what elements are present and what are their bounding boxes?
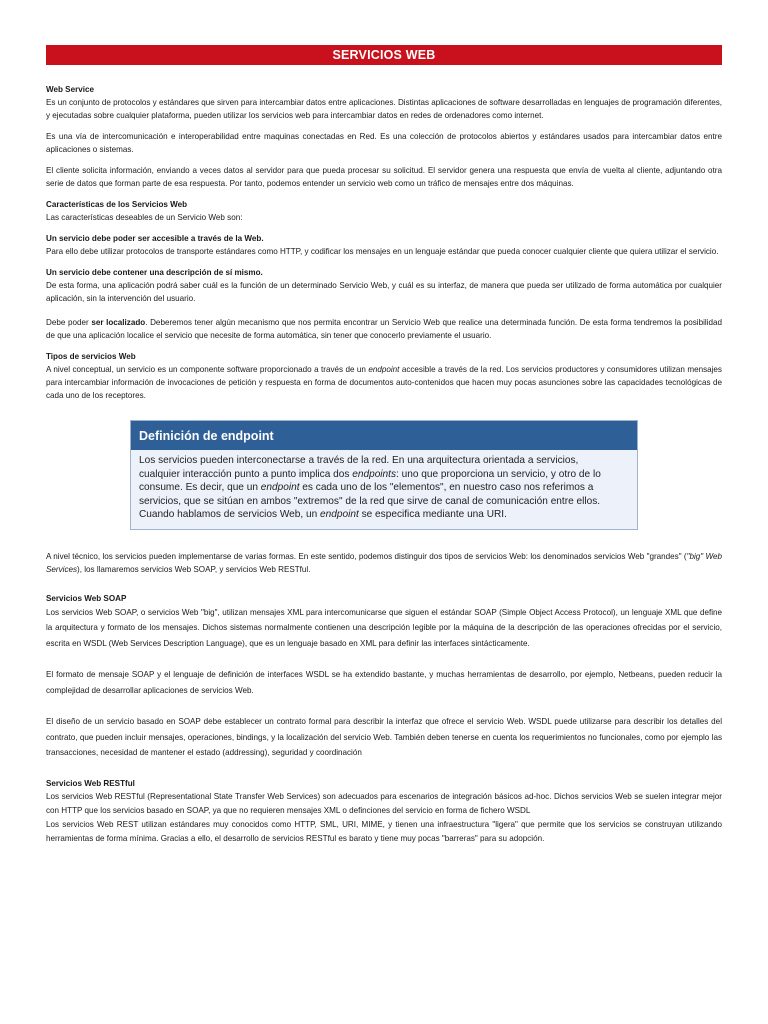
- endpoint-line-2: cualquier interacción punto a punto implica dos endpoints: uno que proporciona un servicio, y otro de lo: [139, 468, 601, 480]
- endpoint-line-1: Los servicios pueden interconectarse a través de la red. En una arquitectura orientada a servicios,: [139, 455, 579, 466]
- restful-paragraph-2: Los servicios Web REST utilizan estándares muy conocidos como HTTP, SML, URI, MIME, y tienen una infraestructura "ligera" que permite que los servicios se construyan utilizando herramientas de forma mínima. Gracias a ello, el desarrollo de servicios RESTful es barato y tiene muy pocas "barreras" para su adopción.: [46, 819, 722, 843]
- caracteristica-1-text: Para ello debe utilizar protocolos de transporte estándares como HTTP, y codificar los mensajes en un lenguaje estándar que pueda conocer cualquier cliente que quiera utilizar el servicio.: [46, 247, 719, 256]
- endpoint-box-body: [131, 450, 637, 529]
- endpoint-line-5: Cuando hablamos de servicios Web, un endpoint se especifica mediante una URI.: [139, 509, 507, 521]
- page-title: SERVICIOS WEB: [46, 45, 722, 65]
- tipos-heading: Tipos de servicios Web: [46, 352, 136, 361]
- endpoint-box-heading: Definición de endpoint: [131, 421, 637, 450]
- restful-paragraph-1: Los servicios Web RESTful (Representational State Transfer Web Services) son adecuados para escenarios de integración básicos ad-hoc. Dichos servicios Web se suelen integrar mejor con HTTP que los servicios basado en SOAP, ya que no requieren mensajes XML o definciones del servicio en forma de fichero WSDL: [46, 791, 722, 815]
- soap-paragraph-1: Los servicios Web SOAP, o servicios Web "big", utilizan mensajes XML para intercomunicarse que siguen el estándar SOAP (Simple Object Access Protocol), un lenguaje XML que define la arquitectura y formato de los mensajes. Dichos sistemas normalmente contienen una descripción legible por la máquina de la descripción de las operaciones ofrecidas por el servicio, escrita en WSDL (Web Services Description Language), que es un lenguaje basado en XML para definir las interfaces sintácticamente.: [46, 607, 722, 648]
- soap-heading: Servicios Web SOAP: [46, 593, 127, 603]
- tecnico-paragraph: A nivel técnico, los servicios pueden implementarse de varias formas. En este sentido, podemos distinguir dos tipos de servicios Web: los denominados servicios Web "grandes" ("big" Web Services), los llamaremos servicios Web SOAP, y servicios Web RESTful.: [46, 551, 723, 574]
- endpoint-definition-box: [130, 420, 638, 530]
- endpoint-line-3: consume. Es decir, que un endpoint es cada uno de los "elementos", en nuestro caso nos referimos a: [139, 482, 594, 494]
- ser-localizado-bold: ser localizado: [91, 318, 146, 327]
- endpoint-line-4: servicios, que se sitúan en ambos "extremos" de la red que sirve de canal de comunicación entre ellos.: [139, 495, 601, 507]
- document-page: [46, 45, 722, 846]
- caracteristica-3-text: Debe poder ser localizado. Deberemos tener algún mecanismo que nos permita encontrar un Servicio Web que realice una determinada función. De esta forma tendremos la posibilidad de que una aplicación localice el servicio que necesite de forma automática, sin tener que conocerlo previamente el usuario.: [46, 318, 722, 340]
- web-service-paragraph-3: El cliente solicita información, enviando a veces datos al servidor para que pueda procesar su solicitud. El servidor genera una respuesta que envía de vuelta al cliente, adjuntando otra serie de datos que forman parte de esa respuesta. Por tanto, podemos entender un servicio web como un tráfico de mensajes entre dos máquinas.: [46, 166, 722, 188]
- soap-paragraph-3: El diseño de un servicio basado en SOAP debe establecer un contrato formal para describir la interfaz que ofrece el servicio Web. WSDL puede utilizarse para describir los detalles del contrato, que pueden incluir mensajes, operaciones, bindings, y la localización del servicio Web. También deben tenerse en cuenta los requerimientos no funcionales, como por ejemplo las transacciones, necesidad de mantener el estado (addressing), seguridad y coordinación: [46, 717, 722, 758]
- tipos-paragraph: A nivel conceptual, un servicio es un componente software proporcionado a través de un endpoint accesible a través de la red. Los servicios productores y consumidores utilizan mensajes para intercambiar información de invocaciones de petición y respuesta en forma de documentos auto-contenidos que hacen muy pocas asunciones sobre las capacidades tecnológicas de cada uno de los receptores.: [46, 365, 722, 400]
- document-body: [46, 83, 722, 402]
- soap-paragraph-2: El formato de mensaje SOAP y el lenguaje de definición de interfaces WSDL se ha extendido bastante, y muchas herramientas de desarrollo, por ejemplo, Netbeans, pueden reducir la complejidad de desarrollar aplicaciones de servicios Web.: [46, 670, 722, 695]
- web-service-heading: Web Service: [46, 85, 94, 94]
- restful-heading: Servicios Web RESTful: [46, 778, 135, 788]
- caracteristica-1-heading: Un servicio debe poder ser accesible a través de la Web.: [46, 234, 264, 243]
- caracteristicas-heading: Características de los Servicios Web: [46, 200, 188, 209]
- web-service-paragraph-2: Es una vía de intercomunicación e interoperabilidad entre maquinas conectadas en Red. Es una colección de protocolos abiertos y estándares usados para intercambiar datos entre aplicaciones o sistemas.: [46, 132, 722, 154]
- document-body-continued: [46, 550, 722, 846]
- web-service-paragraph-1: Es un conjunto de protocolos y estándares que sirven para intercambiar datos entre aplicaciones. Distintas aplicaciones de software desarrolladas en lenguajes de programación diferentes, y ejecutadas sobre cualquier plataforma, pueden utilizar los servicios web para intercambiar datos en redes de ordenadores como internet.: [46, 98, 722, 120]
- caracteristica-2-heading: Un servicio debe contener una descripción de sí mismo.: [46, 268, 263, 277]
- caracteristicas-intro: Las características deseables de un Servicio Web son:: [46, 213, 243, 222]
- caracteristica-2-text: De esta forma, una aplicación podrá saber cuál es la función de un determinado Servicio Web, y cuál es su interfaz, de manera que pueda ser utilizado de forma automática por cualquier aplicación, sin la intervención del usuario.: [46, 281, 722, 303]
